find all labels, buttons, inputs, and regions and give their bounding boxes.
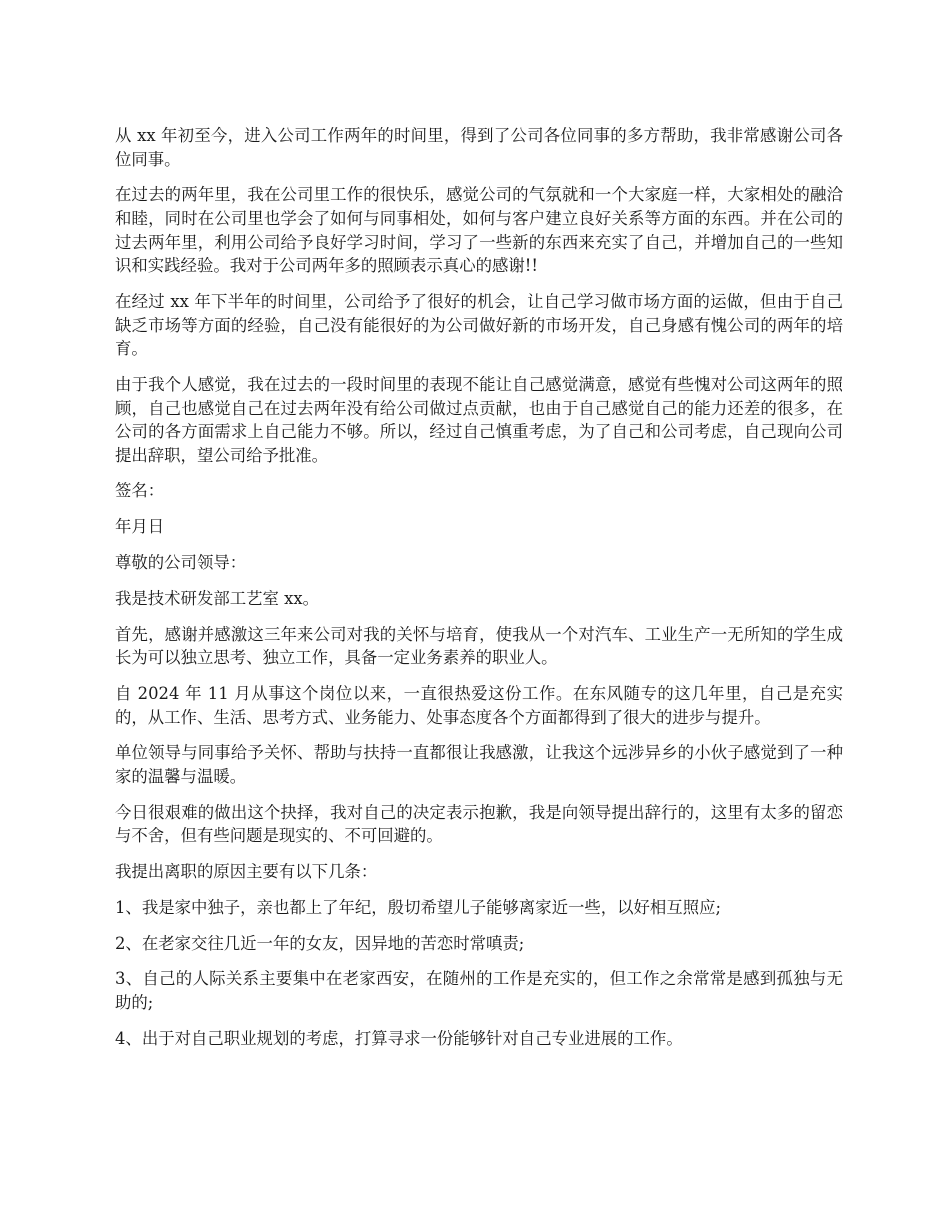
salutation: 尊敬的公司领导： bbox=[115, 553, 247, 573]
paragraph-market-experience: 在经过 xx 年下半年的时间里，公司给予了很好的机会，让自己学习做市场方面的运做，但由于自己缺乏市场等方面的经验，自己没有能很好的为公司做好新的市场开发，自己身感有愧公司的两年的培育。 bbox=[115, 291, 843, 359]
paragraph-colleagues: 单位领导与同事给予关怀、帮助与扶持一直都很让我感激，让我这个远涉异乡的小伙子感觉到了一种家的温馨与温暖。 bbox=[115, 743, 843, 786]
paragraph-decision: 今日很艰难的做出这个抉择，我对自己的决定表示抱歉，我是向领导提出辞行的，这里有太多的留恋与不舍，但有些问题是现实的、不可回避的。 bbox=[115, 802, 843, 846]
list-item-reason-1: 1、我是家中独子，亲也都上了年纪，殷切希望儿子能够离家近一些，以好相互照应; bbox=[115, 897, 722, 917]
paragraph-intro: 从 xx 年初至今，进入公司工作两年的时间里，得到了公司各位同事的多方帮助，我非常感谢公司各位同事。 bbox=[115, 126, 843, 169]
document-body bbox=[115, 124, 843, 1063]
paragraph-self-introduction: 我是技术研发部工艺室 xx。 bbox=[115, 588, 319, 608]
paragraph-past-two-years: 在过去的两年里，我在公司里工作的很快乐，感觉公司的气氛就和一个大家庭一样，大家相处的融洽和睦，同时在公司里也学会了如何与同事相处，如何与客户建立良好关系等方面的东西。并在公司的过去两年里，利用公司给予良好学习时间，学习了一些新的东西来充实了自己，并增加自己的一些知识和实践经验。我对于公司两年多的照顾表示真心的感谢!! bbox=[115, 185, 843, 276]
list-item-reason-4: 4、出于对自己职业规划的考虑，打算寻求一份能够针对自己专业进展的工作。 bbox=[115, 1028, 683, 1048]
paragraph-resignation-request: 由于我个人感觉，我在过去的一段时间里的表现不能让自己感觉满意，感觉有些愧对公司这两年的照顾，自己也感觉自己在过去两年没有给公司做过点贡献，也由于自己感觉自己的能力还差的很多，在公司的各方面需求上自己能力不够。所以，经过自己慎重考虑，为了自己和公司考虑，自己现向公司提出辞职，望公司给予批准。 bbox=[115, 374, 843, 465]
signature-line: 签名： bbox=[115, 481, 165, 501]
paragraph-reasons-heading: 我提出离职的原因主要有以下几条： bbox=[115, 862, 378, 882]
paragraph-position-history: 自 2024 年 11 月从事这个岗位以来，一直很热爱这份工作。在东风随专的这几年里，自己是充实的，从工作、生活、思考方式、业务能力、处事态度各个方面都得到了很大的进步与提升。 bbox=[115, 683, 843, 727]
list-item-reason-3: 3、自己的人际关系主要集中在老家西安，在随州的工作是充实的，但工作之余常常是感到孤独与无助的; bbox=[115, 969, 843, 1013]
date-line: 年月日 bbox=[115, 517, 165, 537]
paragraph-gratitude: 首先，感谢并感激这三年来公司对我的关怀与培育，使我从一个对汽车、工业生产一无所知的学生成长为可以独立思考、独立工作，具备一定业务素养的职业人。 bbox=[115, 624, 843, 668]
list-item-reason-2: 2、在老家交往几近一年的女友，因异地的苦恋时常嗔责; bbox=[115, 933, 525, 953]
